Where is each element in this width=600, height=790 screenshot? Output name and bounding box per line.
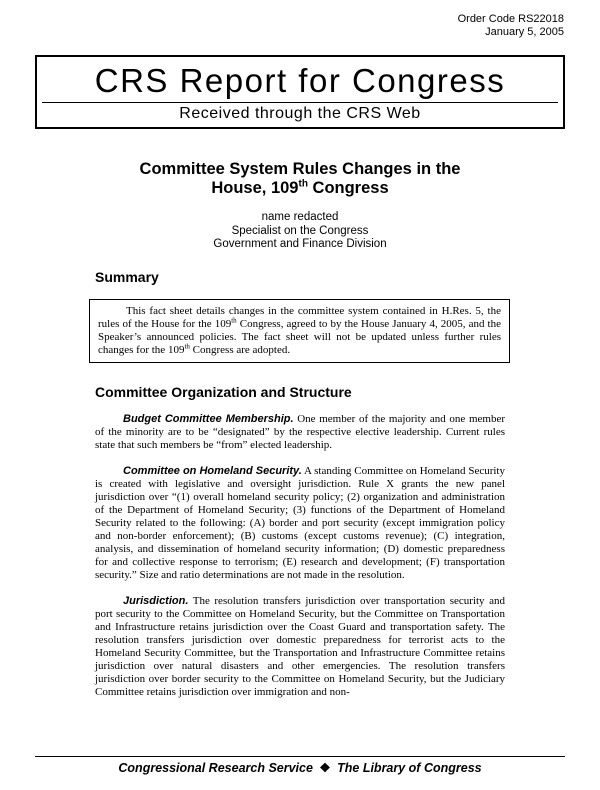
paragraph-jurisdiction: Jurisdiction. The resolution transfers jurisdiction over transportation security and port security to the Committee on Homeland Security, but the Committee on Transportation and Infrastructure retains jurisdiction over the Coast Guard and transportation safety. The resolution transfers jurisdiction over domestic preparedness for terrorist acts to the Homeland Security Committee, but the Transportation and Infrastructure Committee retains jurisdiction over natural disasters and other emergencies. The resolution transfers jurisdiction over border security to the Committee on Homeland Security, but the Judiciary Committee retains jurisdiction over immigration and non- xyxy=(95,594,505,698)
paragraph-committee-on-homeland-security: Committee on Homeland Security. A standing Committee on Homeland Security is created with legislative and oversight jurisdiction. Rule X grants the new panel jurisdiction over “(1) overall homeland security policy; (2) organization and administration of the Department of Homeland Security; (3) functions of the Department of Homeland Security related to the following: (A) border and port security (except immigration policy and non-border enforcement); (B) customs (except customs revenue); (C) integration, analysis, and dissemination of homeland security information; (D) domestic preparedness for and collective response to terrorism; (E) research and development; (F) transportation security.” Size and ratio determinations are not made in the resolution. xyxy=(95,464,505,581)
summary-heading: Summary xyxy=(95,268,159,285)
order-code: Order Code RS22018 xyxy=(457,13,564,25)
document-meta xyxy=(0,13,564,39)
paragraph-budget-committee-membership: Budget Committee Membership. One member of the majority and one member of the minority are to be “designated” by the respective elective leadership. Current rules state that such members be “from” elected leadership. xyxy=(95,412,506,451)
author-division: Government and Finance Division xyxy=(213,238,387,250)
banner-subtitle: Received through the CRS Web xyxy=(179,105,421,122)
footer-library-name: The Library of Congress xyxy=(337,761,482,775)
author-name: name redacted xyxy=(261,211,339,223)
summary-box xyxy=(89,299,510,363)
report-title: Committee System Rules Changes in the House, 109th Congress xyxy=(139,160,461,197)
page-footer xyxy=(35,756,565,775)
author-role: Specialist on the Congress xyxy=(231,224,369,237)
banner-title: CRS Report for Congress xyxy=(94,62,506,99)
document-page xyxy=(0,13,600,790)
report-date: January 5, 2005 xyxy=(485,26,564,38)
crs-banner xyxy=(35,55,565,129)
body-column xyxy=(95,269,505,699)
author-block xyxy=(0,211,600,252)
summary-paragraph: This fact sheet details changes in the committee system contained in H.Res. 5, the rules of the House for the 109th Congress, agreed to by the House January 4, 2005, and the Speaker’s announced policies. The fact sheet will not be updated unless further rules changes for the 109th Congress are adopted. xyxy=(98,304,501,356)
section-heading: Committee Organization and Structure xyxy=(95,383,352,400)
diamond-icon: ❖ xyxy=(319,761,331,775)
footer-service-name: Congressional Research Service xyxy=(118,761,313,775)
